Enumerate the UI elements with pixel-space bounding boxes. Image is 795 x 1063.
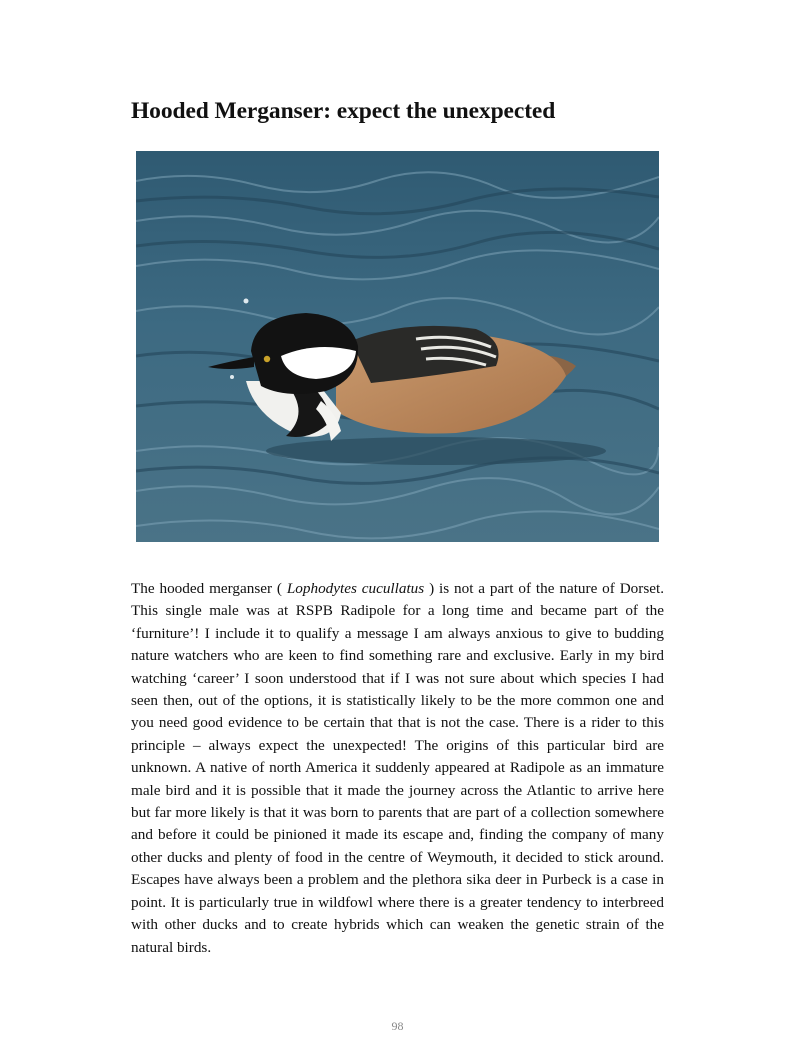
photo-hooded-merganser-swimming-icon (136, 151, 659, 542)
article-text-before-species: The hooded merganser ( (131, 580, 287, 597)
article-paragraph (131, 578, 664, 959)
page-title: Hooded Merganser: expect the unexpected (131, 98, 556, 124)
page-number: 98 (391, 1019, 404, 1033)
species-name: Lophodytes cucullatus (286, 580, 425, 597)
merganser-photo (136, 151, 659, 542)
article-text-after-species: ) is not a part of the nature of Dorset. This single male was at RSPB Radipole for a long time and became part of the ‘furniture’! I include it to qualify a message I am always anxious to give to budding nature watchers who are keen to find something rare and exclusive. Early in my bird watching ‘career’ I soon understood that if I was not sure about which species I had seen then, out of the options, it is statistically likely to be the more common one and you need good evidence to be certain that that is not the case. There is a rider to this principle – always expect the unexpected! The origins of this particular bird are unknown. A native of north America it suddenly appeared at Radipole as an immature male bird and it is possible that it made the journey across the Atlantic to arrive here but far more likely is that it was born to parents that are part of a collection somewhere and before it could be pinioned it made its escape and, finding the company of many other ducks and plenty of food in the centre of Weymouth, it decided to stick around. Escapes have always been a problem and the plethora sika deer in Purbeck is a case in point. It is particularly true in wildfowl where there is a greater tendency to interbreed with other ducks and to create hybrids which can weaken the genetic strain of the natural birds. (131, 580, 665, 956)
